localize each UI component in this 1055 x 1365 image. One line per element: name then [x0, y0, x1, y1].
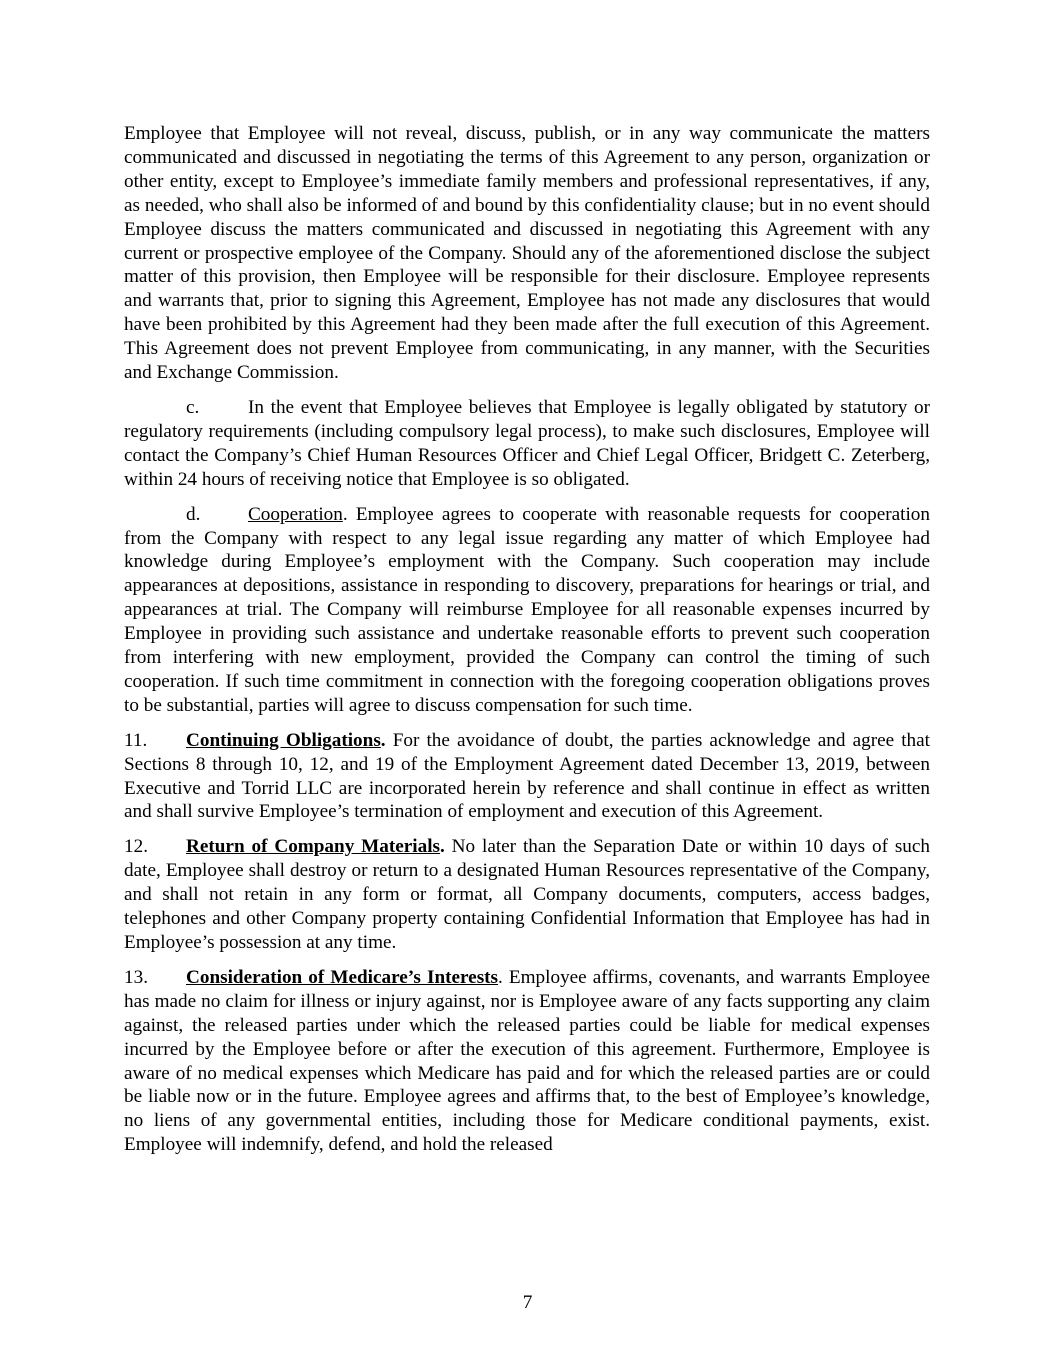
section-11-heading: Continuing Obligations	[186, 729, 381, 751]
subsection-d-heading-period: .	[342, 503, 348, 525]
section-13-number: 13.	[124, 966, 148, 988]
section-12-heading-period: .	[440, 836, 445, 858]
page-number: 7	[522, 1292, 533, 1313]
section-12	[124, 835, 930, 955]
subsection-d-text: Employee agrees to cooperate with reasonable requests for cooperation from the Company with respect to any legal issue regarding any matter of which Employee had knowledge during Employee’s employment with the Company. Such cooperation may include appearances at depositions, assistance in responding to discovery, preparations for hearings or trial, and appearances at trial. The Company will reimburse Employee for all reasonable expenses incurred by Employee in providing such assistance and undertake reasonable efforts to prevent such cooperation from interfering with new employment, provided the Company can control the timing of such cooperation. If such time commitment in connection with the foregoing cooperation obligations proves to be substantial, parties will agree to discuss compensation for such time.	[124, 503, 930, 716]
document-body	[124, 122, 930, 1168]
subsection-c-text: In the event that Employee believes that Employee is legally obligated by statutory or regulatory requirements (including compulsory legal process), to make such disclosures, Employee will contact the Company’s Chief Human Resources Officer and Chief Legal Officer, Bridgett C. Zeterberg, within 24 hours of receiving notice that Employee is so obligated.	[124, 396, 930, 490]
subsection-d-letter: d.	[186, 503, 201, 525]
section-13-heading: Consideration of Medicare’s Interests	[186, 966, 499, 988]
section-11-number: 11.	[124, 729, 148, 751]
subsection-c-letter: c.	[186, 396, 200, 418]
subsection-d-heading: Cooperation	[248, 503, 343, 525]
section-12-number: 12.	[124, 836, 148, 858]
section-13-text: Employee affirms, covenants, and warrants Employee has made no claim for illness or injury against, nor is Employee aware of any facts supporting any claim against, the released parties under which the released parties could be liable for medical expenses incurred by the Employee before or after the execution of this agreement. Furthermore, Employee is aware of no medical expenses which Medicare has paid and for which the released parties are or could be liable now or in the future. Employee agrees and affirms that, to the best of Employee’s knowledge, no liens of any governmental entities, including those for Medicare conditional payments, exist. Employee will indemnify, defend, and hold the released	[124, 966, 930, 1156]
section-11-text: For the avoidance of doubt, the parties acknowledge and agree that Sections 8 through 10, 12, and 19 of the Employment Agreement dated December 13, 2019, between Executive and Torrid LLC are incorporated herein by reference and shall continue in effect as written and shall survive Employee’s termination of employment and execution of this Agreement.	[124, 729, 930, 823]
section-11-heading-period: .	[380, 729, 386, 751]
subsection-c	[124, 396, 930, 492]
section-12-heading: Return of Company Materials	[186, 836, 441, 858]
section-13-heading-period: .	[498, 966, 503, 988]
subsection-d	[124, 503, 930, 718]
section-11	[124, 729, 930, 825]
paragraph-confidentiality-continued: Employee that Employee will not reveal, discuss, publish, or in any way communicate the matters communicated and discussed in negotiating the terms of this Agreement to any person, organization or other entity, except to Employee’s immediate family members and professional representatives, if any, as needed, who shall also be informed of and bound by this confidentiality clause; but in no event should Employee discuss the matters communicated and discussed in negotiating this Agreement with any current or prospective employee of the Company. Should any of the aforementioned disclose the subject matter of this provision, then Employee will be responsible for their disclosure. Employee represents and warrants that, prior to signing this Agreement, Employee has not made any disclosures that would have been prohibited by this Agreement had they been made after the full execution of this Agreement. This Agreement does not prevent Employee from communicating, in any manner, with the Securities and Exchange Commission.	[124, 123, 930, 384]
section-12-text: No later than the Separation Date or within 10 days of such date, Employee shall destroy or return to a designated Human Resources representative of the Company, and shall not retain in any form or format, all Company documents, computers, access badges, telephones and other Company property containing Confidential Information that Employee has had in Employee’s possession at any time.	[124, 836, 930, 953]
section-13	[124, 966, 930, 1157]
